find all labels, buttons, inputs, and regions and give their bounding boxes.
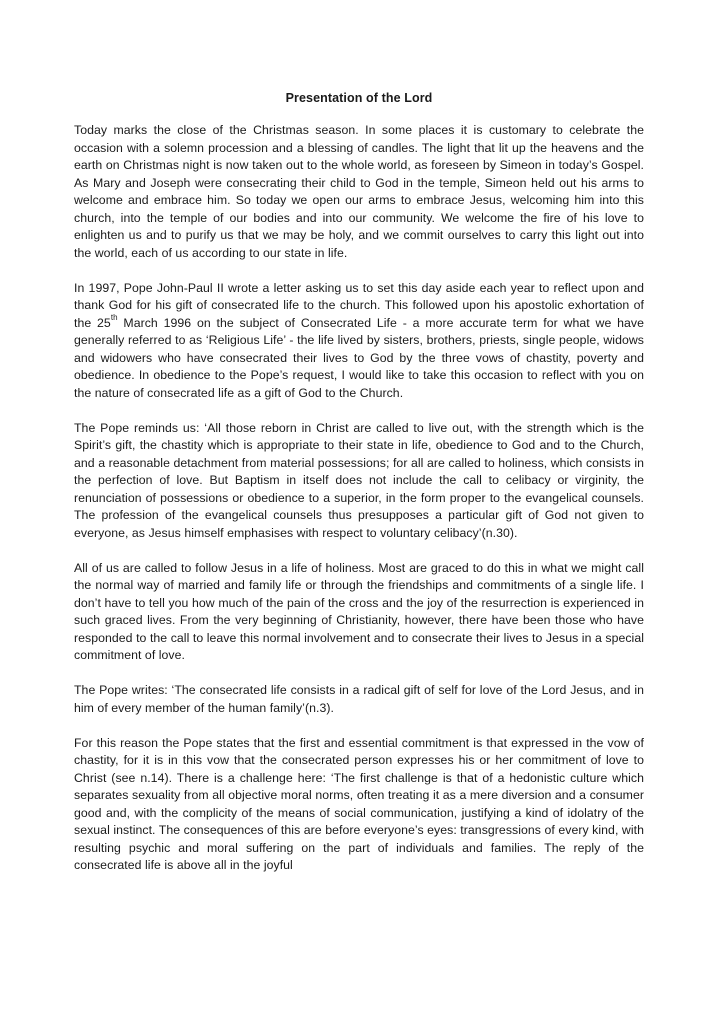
paragraph-pope-letter-1997 <box>74 280 644 403</box>
paragraph-christmas-season: Today marks the close of the Christmas season. In some places it is customary to celebrate the occasion with a solemn procession and a blessing of candles. The light that lit up the heavens and the earth on Christmas night is now taken out to the whole world, as foreseen by Simeon in today’s Gospel. As Mary and Joseph were consecrating their child to God in the temple, Simeon held out his arms to welcome and embrace him. So today we open our arms to embrace Jesus, welcoming him into this church, into the temple of our bodies and into our community. We welcome the fire of his love to enlighten us and to purify us that we may be holy, and we commit ourselves to carry this light out into the world, each of us according to our state in life. <box>74 123 644 260</box>
document-body <box>74 122 644 892</box>
paragraph-called-to-holiness: All of us are called to follow Jesus in a life of holiness. Most are graced to do this in what we might call the normal way of married and family life or through the friendships and commitments of a single life. I don’t have to tell you how much of the pain of the cross and the joy of the resurrection is experienced in such graced lives. From the very beginning of Christianity, however, there have been those who have responded to the call to leave this normal involvement and to consecrate their lives to Jesus in a special commitment of love. <box>74 560 644 662</box>
paragraph-pope-reminds: The Pope reminds us: ‘All those reborn in Christ are called to live out, with the strength which is the Spirit’s gift, the chastity which is appropriate to their state in life, obedience to God and to the Church, and a reasonable detachment from material possessions; for all are called to holiness, which consists in the perfection of love. But Baptism in itself does not include the call to celibacy or virginity, the renunciation of possessions or obedience to a superior, in the form proper to the evangelical counsels. The profession of the evangelical counsels thus presupposes a particular gift of God not given to everyone, as Jesus himself emphasises with respect to voluntary celibacy’(n.30). <box>74 420 644 540</box>
paragraph-pope-writes: The Pope writes: ‘The consecrated life consists in a radical gift of self for love of the Lord Jesus, and in him of every member of the human family’(n.3). <box>74 683 644 715</box>
ordinal-superscript: th <box>110 313 118 323</box>
paragraph-text-after-superscript: March 1996 on the subject of Consecrated Life - a more accurate term for what we have generally referred to as ‘Religious Life’ - the life lived by sisters, brothers, priests, single people, widows and widowers who have consecrated their lives to God by the three vows of chastity, poverty and obedience. In obedience to the Pope’s request, I would like to take this occasion to reflect with you on the nature of consecrated life as a gift of God to the Church. <box>74 315 644 400</box>
paragraph-text-before-superscript: In 1997, Pope John-Paul II wrote a letter asking us to set this day aside each year to reflect upon and thank God for his gift of consecrated life to the church. This followed upon his apostolic exhortation of the 25 <box>74 280 644 330</box>
paragraph-vow-of-chastity: For this reason the Pope states that the first and essential commitment is that expressed in the vow of chastity, for it is in this vow that the consecrated person expresses his or her commitment of love to Christ (see n.14). There is a challenge here: ‘The first challenge is that of a hedonistic culture which separates sexuality from all objective moral norms, often treating it as a mere diversion and a consumer good and, with the complicity of the means of social communication, justifying a kind of idolatry of the sexual instinct. The consequences of this are before everyone’s eyes: transgressions of every kind, with resulting psychic and moral suffering on the part of individuals and families. The reply of the consecrated life is above all in the joyful <box>74 735 644 872</box>
document-title: Presentation of the Lord <box>285 91 433 105</box>
